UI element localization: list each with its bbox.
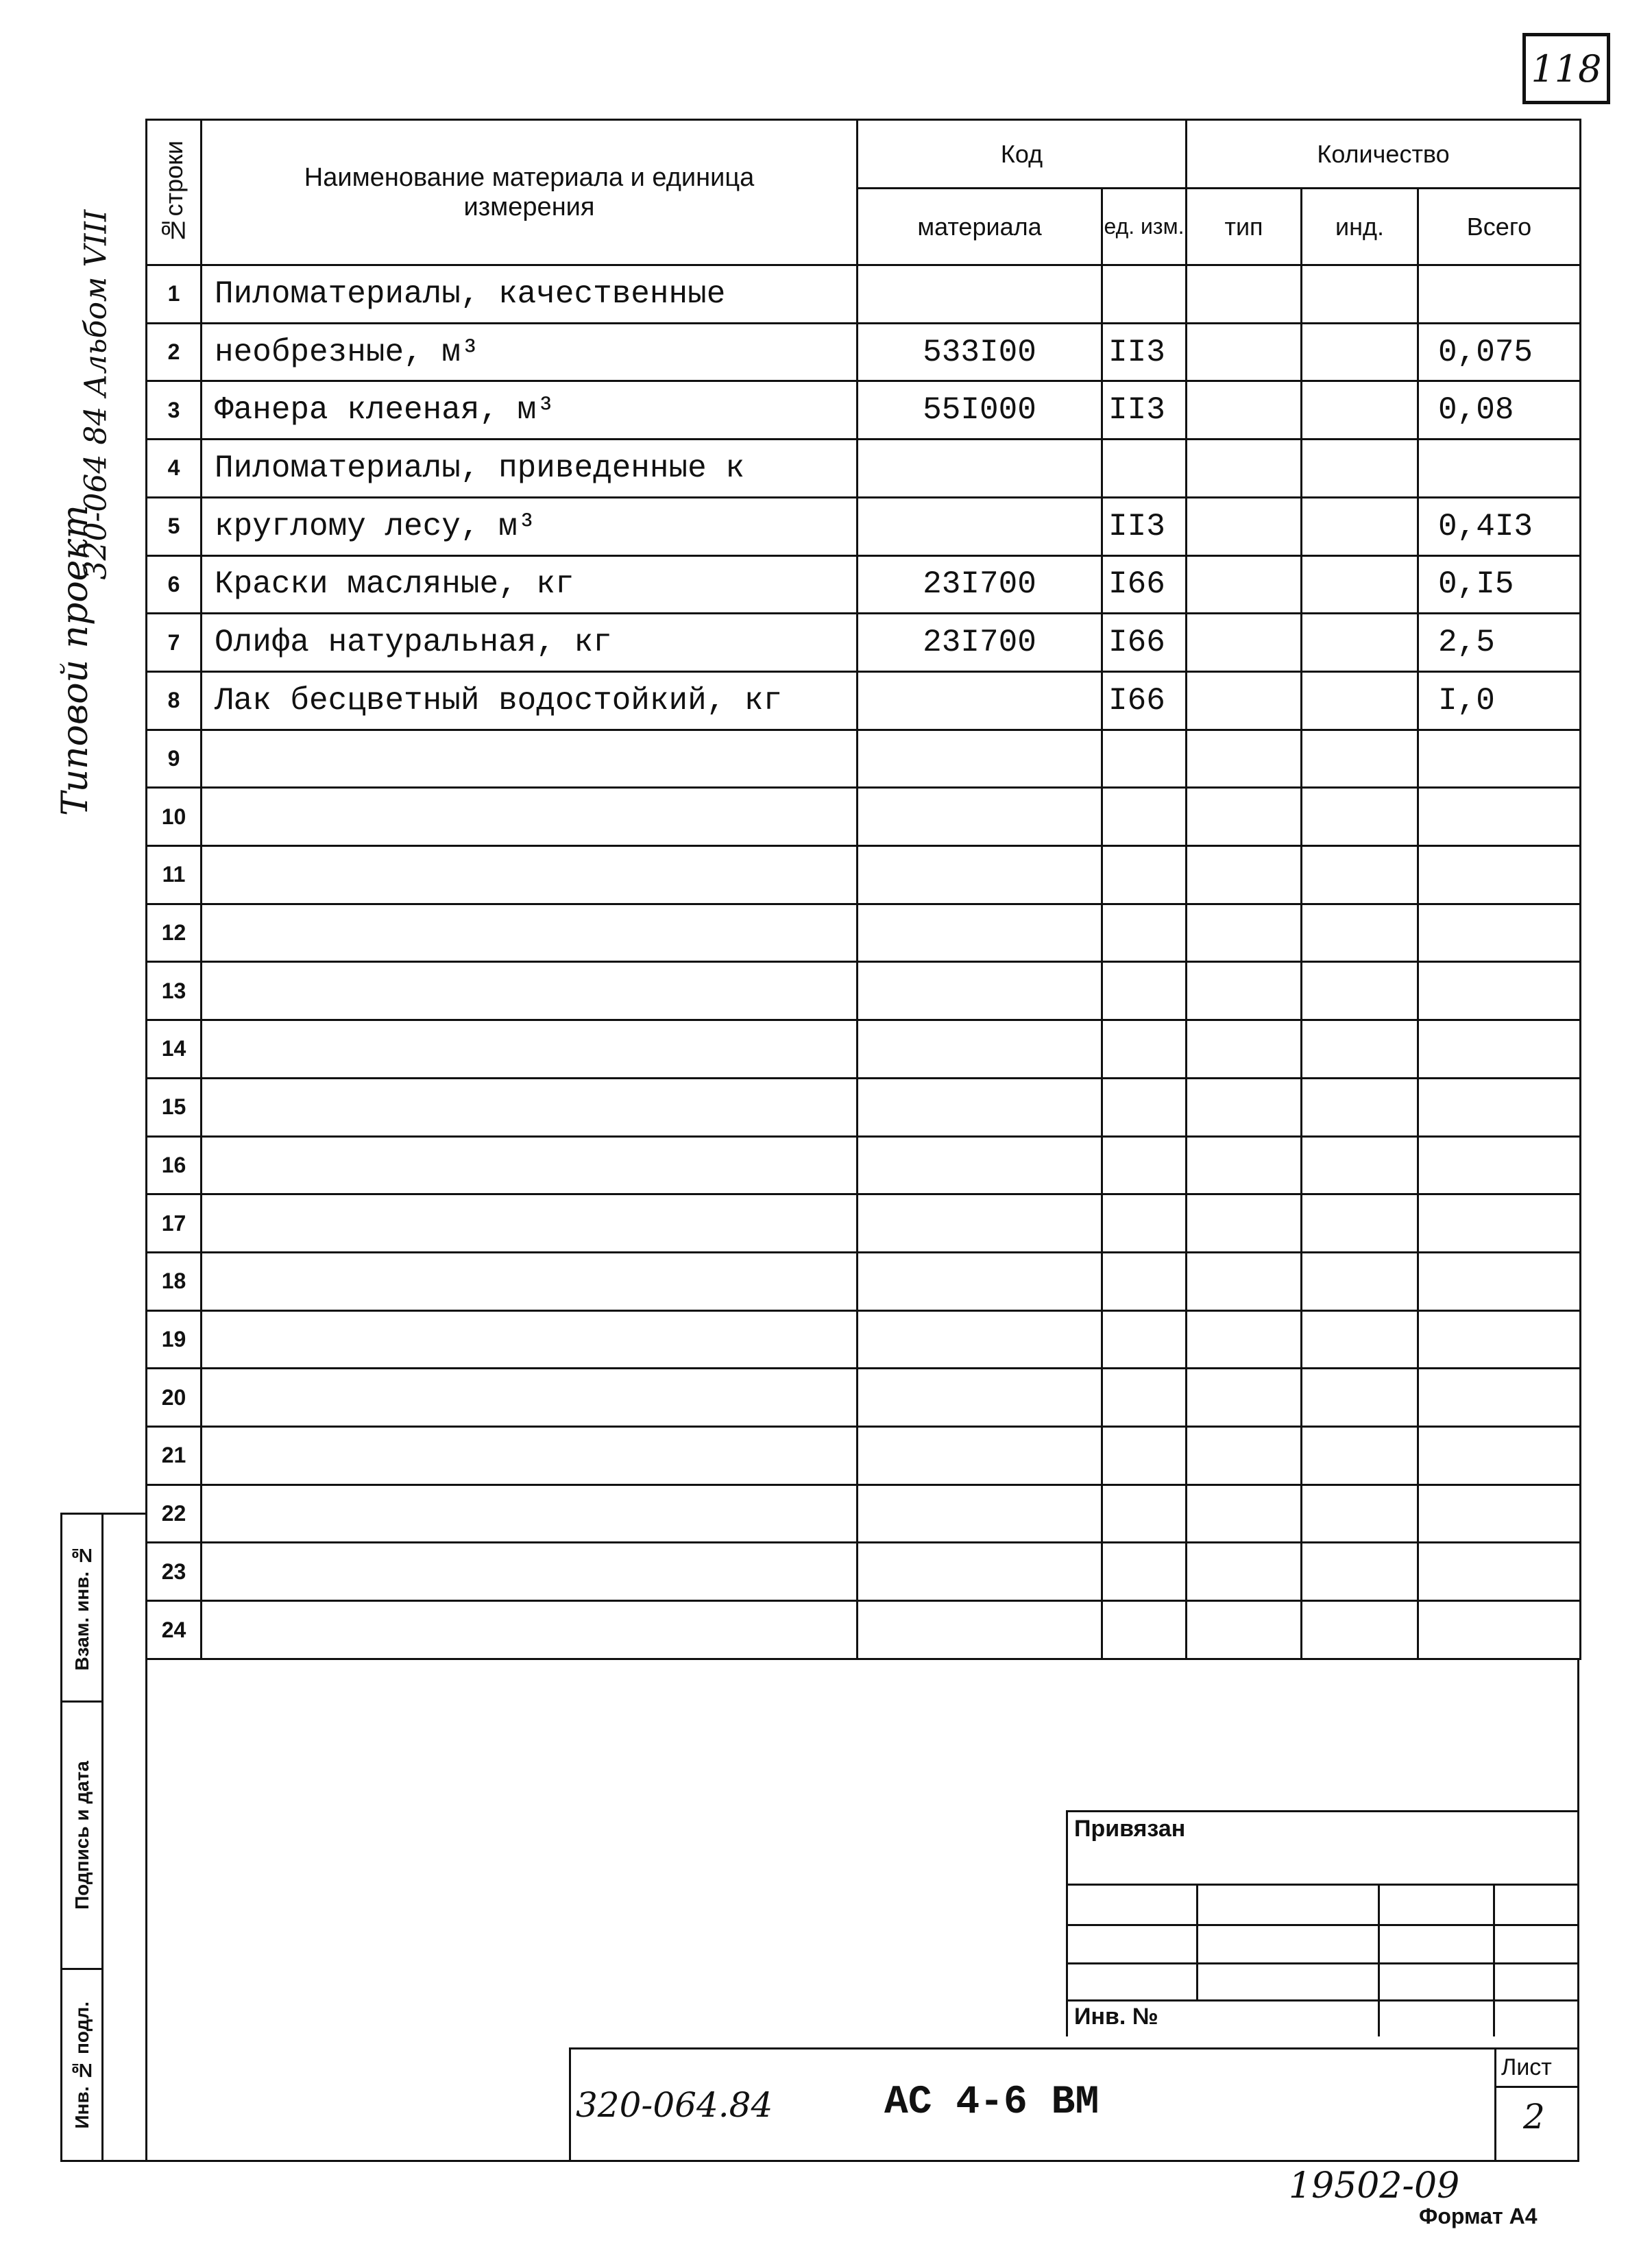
row-tip: [1187, 381, 1302, 440]
row-ind: [1302, 265, 1418, 324]
row-ind: [1302, 323, 1418, 381]
row-number: 15: [147, 1078, 202, 1136]
row-ind: [1302, 962, 1418, 1020]
row-unit: [1102, 265, 1187, 324]
row-ind: [1302, 1194, 1418, 1253]
row-code: 55I000: [858, 381, 1102, 440]
row-ind: [1302, 497, 1418, 555]
row-name: Фанера клееная, м³: [202, 381, 858, 440]
row-number: 19: [147, 1310, 202, 1369]
row-total: 0,4I3: [1418, 497, 1581, 555]
row-tip: [1187, 497, 1302, 555]
row-total: I,0: [1418, 671, 1581, 730]
header-row-no: №строки: [147, 120, 202, 265]
row-code: [858, 1543, 1102, 1601]
row-total: [1418, 904, 1581, 962]
row-name: необрезные, м³: [202, 323, 858, 381]
row-unit: [1102, 440, 1187, 498]
table-row: [147, 614, 1581, 672]
row-number: 22: [147, 1484, 202, 1543]
margin-label-replace-inv: Взам. инв. №: [71, 1544, 93, 1671]
row-code: [858, 962, 1102, 1020]
table-row: [147, 788, 1581, 846]
row-unit: [1102, 1427, 1187, 1485]
doc-code-handwritten: 320-064.84: [576, 2085, 773, 2125]
row-tip: [1187, 1369, 1302, 1427]
row-number: 10: [147, 788, 202, 846]
sheet-label: Лист: [1501, 2054, 1552, 2080]
row-name: Лак бесцветный водостойкий, кг: [202, 671, 858, 730]
materials-table: [145, 119, 1581, 1660]
row-total: [1418, 440, 1581, 498]
table-row: [147, 904, 1581, 962]
margin-cell-replace-inv: [62, 1515, 104, 1703]
row-name: [202, 1252, 858, 1310]
row-unit: [1102, 1194, 1187, 1253]
row-unit: [1102, 1078, 1187, 1136]
row-unit: II3: [1102, 381, 1187, 440]
row-unit: [1102, 1252, 1187, 1310]
row-code: [858, 1427, 1102, 1485]
row-ind: [1302, 1484, 1418, 1543]
row-unit: [1102, 1601, 1187, 1659]
row-tip: [1187, 1194, 1302, 1253]
row-total: [1418, 1078, 1581, 1136]
row-tip: [1187, 904, 1302, 962]
row-total: [1418, 962, 1581, 1020]
row-tip: [1187, 1543, 1302, 1601]
row-unit: II3: [1102, 323, 1187, 381]
row-total: [1418, 1194, 1581, 1253]
row-tip: [1187, 730, 1302, 788]
row-number: 9: [147, 730, 202, 788]
row-unit: [1102, 730, 1187, 788]
doc-code: АС 4-6 ВМ: [884, 2080, 1100, 2125]
row-number: 23: [147, 1543, 202, 1601]
row-number: 7: [147, 614, 202, 672]
row-ind: [1302, 440, 1418, 498]
row-code: [858, 788, 1102, 846]
row-total: [1418, 846, 1581, 904]
row-ind: [1302, 1078, 1418, 1136]
row-name: [202, 1601, 858, 1659]
row-name: Олифа натуральная, кг: [202, 614, 858, 672]
row-name: Краски масляные, кг: [202, 555, 858, 614]
row-name: Пиломатериалы, приведенные к: [202, 440, 858, 498]
row-total: [1418, 730, 1581, 788]
table-row: [147, 846, 1581, 904]
row-code: [858, 440, 1102, 498]
table-row: [147, 497, 1581, 555]
row-unit: [1102, 1484, 1187, 1543]
row-ind: [1302, 1136, 1418, 1194]
row-number: 12: [147, 904, 202, 962]
row-tip: [1187, 1252, 1302, 1310]
row-unit: [1102, 1543, 1187, 1601]
row-total: [1418, 1252, 1581, 1310]
row-number: 11: [147, 846, 202, 904]
row-unit: [1102, 1310, 1187, 1369]
row-code: 533I00: [858, 323, 1102, 381]
header-code-group: Код: [858, 120, 1187, 189]
row-number: 20: [147, 1369, 202, 1427]
row-total: [1418, 1484, 1581, 1543]
row-name: [202, 846, 858, 904]
row-total: [1418, 1601, 1581, 1659]
row-code: [858, 1020, 1102, 1079]
row-ind: [1302, 1310, 1418, 1369]
row-total: [1418, 1369, 1581, 1427]
row-number: 21: [147, 1427, 202, 1485]
table-row: [147, 1543, 1581, 1601]
table-row: [147, 555, 1581, 614]
row-tip: [1187, 962, 1302, 1020]
side-note-project: Типовой проект: [55, 505, 96, 816]
row-tip: [1187, 614, 1302, 672]
header-name: Наименование материала и единица измерения: [202, 120, 858, 265]
table-row: [147, 730, 1581, 788]
row-code: [858, 1136, 1102, 1194]
row-tip: [1187, 1136, 1302, 1194]
row-name: [202, 1020, 858, 1079]
row-tip: [1187, 555, 1302, 614]
margin-cell-inv-orig: [62, 1970, 104, 2160]
table-row: [147, 1484, 1581, 1543]
row-code: [858, 1601, 1102, 1659]
header-qty-group: Количество: [1187, 120, 1581, 189]
row-number: 2: [147, 323, 202, 381]
sheet-value: 2: [1523, 2097, 1545, 2137]
row-number: 16: [147, 1136, 202, 1194]
margin-label-sign-date: Подпись и дата: [71, 1761, 93, 1910]
table-row: [147, 671, 1581, 730]
row-name: [202, 904, 858, 962]
row-number: 4: [147, 440, 202, 498]
row-number: 6: [147, 555, 202, 614]
row-total: 2,5: [1418, 614, 1581, 672]
row-tip: [1187, 1078, 1302, 1136]
row-tip: [1187, 1020, 1302, 1079]
table-row: [147, 1252, 1581, 1310]
row-ind: [1302, 1252, 1418, 1310]
row-code: 23I700: [858, 555, 1102, 614]
row-number: 17: [147, 1194, 202, 1253]
row-tip: [1187, 265, 1302, 324]
row-ind: [1302, 671, 1418, 730]
row-number: 18: [147, 1252, 202, 1310]
row-total: 0,075: [1418, 323, 1581, 381]
row-code: [858, 1310, 1102, 1369]
row-tip: [1187, 440, 1302, 498]
row-number: 8: [147, 671, 202, 730]
page-number: 118: [1522, 33, 1610, 104]
row-unit: [1102, 1369, 1187, 1427]
row-number: 1: [147, 265, 202, 324]
row-unit: [1102, 962, 1187, 1020]
row-total: 0,I5: [1418, 555, 1581, 614]
row-number: 13: [147, 962, 202, 1020]
header-qty-total: Всего: [1418, 189, 1581, 265]
row-ind: [1302, 1601, 1418, 1659]
row-name: [202, 730, 858, 788]
row-code: [858, 1252, 1102, 1310]
table-row: [147, 1078, 1581, 1136]
row-ind: [1302, 1369, 1418, 1427]
row-total: [1418, 1543, 1581, 1601]
row-total: [1418, 1427, 1581, 1485]
row-name: [202, 1310, 858, 1369]
row-code: 23I700: [858, 614, 1102, 672]
row-tip: [1187, 671, 1302, 730]
row-unit: [1102, 904, 1187, 962]
margin-cell-sign-date: [62, 1703, 104, 1970]
row-tip: [1187, 323, 1302, 381]
table-row: [147, 381, 1581, 440]
row-name: [202, 788, 858, 846]
row-unit: [1102, 1136, 1187, 1194]
row-name: [202, 1484, 858, 1543]
row-code: [858, 846, 1102, 904]
margin-strip: [60, 1513, 145, 2162]
row-unit: I66: [1102, 555, 1187, 614]
row-code: [858, 730, 1102, 788]
row-unit: I66: [1102, 614, 1187, 672]
table-row: [147, 1427, 1581, 1485]
row-ind: [1302, 381, 1418, 440]
table-row: [147, 1136, 1581, 1194]
row-tip: [1187, 1427, 1302, 1485]
row-unit: [1102, 846, 1187, 904]
row-total: [1418, 1020, 1581, 1079]
row-code: [858, 671, 1102, 730]
row-code: [858, 497, 1102, 555]
row-number: 14: [147, 1020, 202, 1079]
row-number: 5: [147, 497, 202, 555]
header-qty-ind: инд.: [1302, 189, 1418, 265]
table-row: [147, 1601, 1581, 1659]
row-ind: [1302, 614, 1418, 672]
side-note-album: 320-064 84 Альбом VIII: [78, 209, 114, 580]
table-row: [147, 1020, 1581, 1079]
row-unit: I66: [1102, 671, 1187, 730]
row-tip: [1187, 788, 1302, 846]
table-row: [147, 1369, 1581, 1427]
table-row: [147, 265, 1581, 324]
row-ind: [1302, 1020, 1418, 1079]
row-unit: II3: [1102, 497, 1187, 555]
row-total: [1418, 265, 1581, 324]
table-row: [147, 1310, 1581, 1369]
row-ind: [1302, 1543, 1418, 1601]
row-code: [858, 1369, 1102, 1427]
row-name: [202, 1078, 858, 1136]
header-qty-tip: тип: [1187, 189, 1302, 265]
header-code-unit: ед. изм.: [1102, 189, 1187, 265]
margin-label-inv-orig: Инв. № подл.: [71, 2001, 93, 2129]
footer-handwritten-number: 19502-09: [1289, 2165, 1460, 2207]
row-ind: [1302, 730, 1418, 788]
row-name: [202, 962, 858, 1020]
row-code: [858, 1194, 1102, 1253]
row-tip: [1187, 1601, 1302, 1659]
row-code: [858, 265, 1102, 324]
stamp-attached-label: Привязан: [1074, 1816, 1186, 1842]
row-total: 0,08: [1418, 381, 1581, 440]
row-number: 24: [147, 1601, 202, 1659]
row-code: [858, 1484, 1102, 1543]
row-ind: [1302, 846, 1418, 904]
row-total: [1418, 1310, 1581, 1369]
row-total: [1418, 1136, 1581, 1194]
row-name: Пиломатериалы, качественные: [202, 265, 858, 324]
row-tip: [1187, 1310, 1302, 1369]
title-block: [569, 2047, 1579, 2162]
stamp-grid: [1066, 1810, 1577, 2036]
row-name: круглому лесу, м³: [202, 497, 858, 555]
row-number: 3: [147, 381, 202, 440]
row-name: [202, 1543, 858, 1601]
row-unit: [1102, 1020, 1187, 1079]
row-code: [858, 904, 1102, 962]
row-ind: [1302, 904, 1418, 962]
row-tip: [1187, 1484, 1302, 1543]
row-code: [858, 1078, 1102, 1136]
row-name: [202, 1427, 858, 1485]
row-name: [202, 1136, 858, 1194]
row-name: [202, 1194, 858, 1253]
row-tip: [1187, 846, 1302, 904]
row-ind: [1302, 555, 1418, 614]
row-ind: [1302, 788, 1418, 846]
row-total: [1418, 788, 1581, 846]
row-unit: [1102, 788, 1187, 846]
stamp-inv-no-label: Инв. №: [1074, 2004, 1158, 2030]
table-row: [147, 1194, 1581, 1253]
table-row: [147, 323, 1581, 381]
header-code-material: материала: [858, 189, 1102, 265]
table-row: [147, 962, 1581, 1020]
table-row: [147, 440, 1581, 498]
row-ind: [1302, 1427, 1418, 1485]
format-label: Формат А4: [1419, 2204, 1538, 2228]
row-name: [202, 1369, 858, 1427]
